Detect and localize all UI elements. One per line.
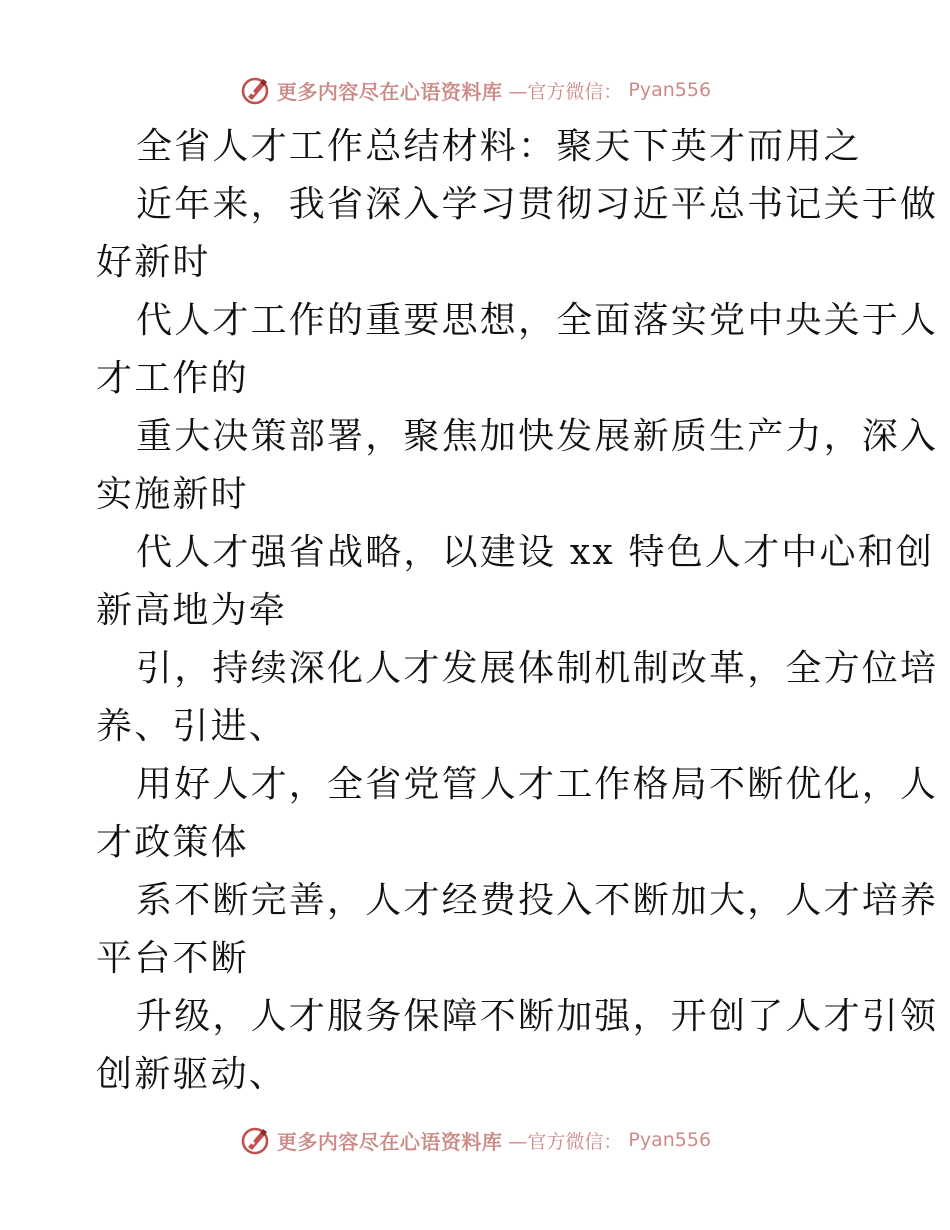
paragraph-line: 代人才工作的重要思想，全面落实党中央关于人 <box>136 300 939 341</box>
paragraph-line: 引，持续深化人才发展体制机制改革，全方位培 <box>136 648 939 689</box>
paragraph-line: 养、引进、 <box>96 706 288 747</box>
paragraph-line: 代人才强省战略，以建设 xx 特色人才中心和创 <box>136 532 935 573</box>
document-body <box>96 118 939 1104</box>
pen-logo-icon <box>239 1124 271 1156</box>
watermark-wechat-id: Pyan556 <box>628 79 712 101</box>
watermark-text: 更多内容尽在心语资料库 <box>276 1129 503 1154</box>
paragraph-line: 近年来，我省深入学习贯彻习近平总书记关于做 <box>136 184 939 225</box>
watermark-text: 更多内容尽在心语资料库 <box>276 79 503 104</box>
watermark-separator: —官方微信： <box>508 1130 623 1153</box>
paragraph-line: 才政策体 <box>96 822 249 863</box>
watermark-separator: —官方微信： <box>508 80 623 103</box>
paragraph-line: 才工作的 <box>96 358 249 399</box>
paragraph-line: 平台不断 <box>96 938 249 979</box>
footer-watermark <box>0 1120 950 1160</box>
header-watermark <box>0 70 950 110</box>
paragraph-line: 新高地为牵 <box>96 590 288 631</box>
paragraph-line: 好新时 <box>96 242 211 283</box>
paragraph-line: 重大决策部署，聚焦加快发展新质生产力，深入 <box>136 416 939 457</box>
paragraph-line: 实施新时 <box>96 474 249 515</box>
paragraph-line: 系不断完善，人才经费投入不断加大，人才培养 <box>136 880 939 921</box>
paragraph-line: 创新驱动、 <box>96 1054 288 1095</box>
paragraph-line: 升级，人才服务保障不断加强，开创了人才引领 <box>136 996 939 1037</box>
watermark-wechat-id: Pyan556 <box>628 1129 712 1151</box>
pen-logo-icon <box>239 74 271 106</box>
paragraph-line: 用好人才，全省党管人才工作格局不断优化，人 <box>136 764 939 805</box>
paragraph-line: 全省人才工作总结材料：聚天下英才而用之 <box>136 126 862 167</box>
